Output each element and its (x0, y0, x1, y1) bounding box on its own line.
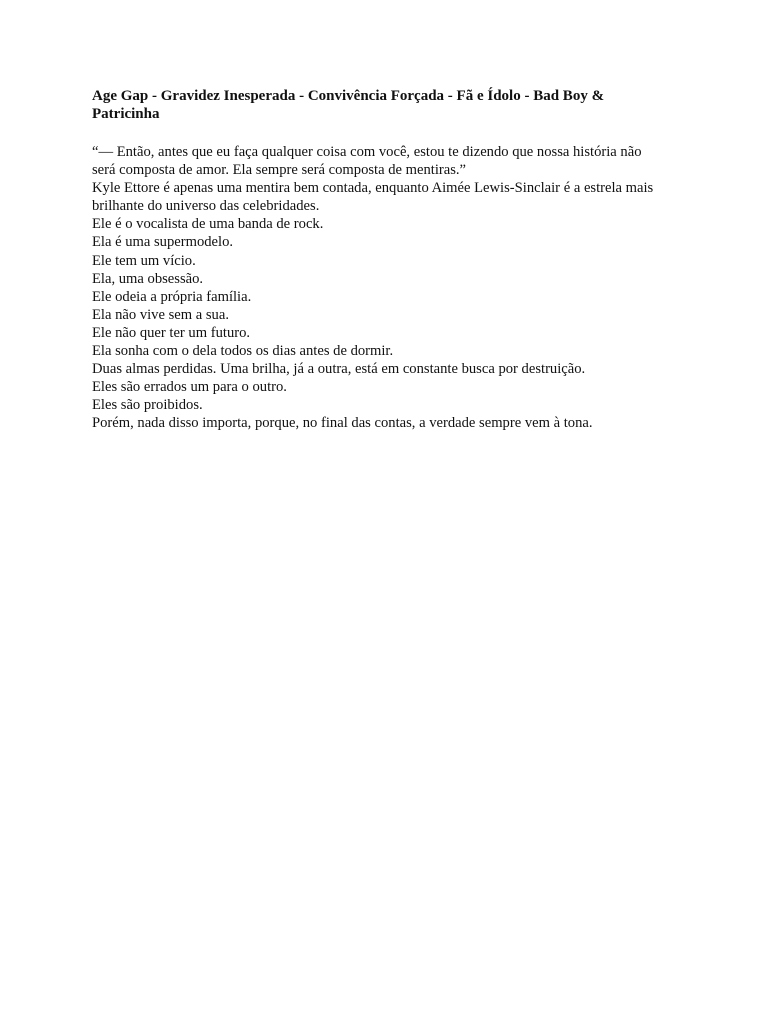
paragraph-line: Duas almas perdidas. Uma brilha, já a outra, está em constante busca por destruição. (92, 361, 586, 378)
document-title: Age Gap - Gravidez Inesperada - Convivência Forçada - Fã e Ídolo - Bad Boy & Patricinha (92, 88, 605, 122)
document-content (92, 87, 668, 433)
paragraph-line: Ela sonha com o dela todos os dias antes de dormir. (92, 343, 394, 360)
paragraph-line: Ele é o vocalista de uma banda de rock. (92, 216, 324, 233)
paragraph-line: Ela não vive sem a sua. (92, 306, 229, 323)
paragraph-line: Eles são errados um para o outro. (92, 379, 287, 396)
paragraph-line: Ele odeia a própria família. (92, 288, 252, 305)
document-body (92, 143, 668, 433)
paragraph-line: Ele não quer ter um futuro. (92, 324, 251, 341)
paragraph-line: Ele tem um vício. (92, 252, 196, 269)
paragraph-line: Eles são proibidos. (92, 397, 203, 414)
paragraph-line: Ela é uma supermodelo. (92, 234, 234, 251)
paragraph-quote: “— Então, antes que eu faça qualquer coisa com você, estou te dizendo que nossa história não será composta de amor. Ela sempre será composta de mentiras.” (92, 144, 642, 179)
paragraph-line: Porém, nada disso importa, porque, no final das contas, a verdade sempre vem à tona. (92, 415, 593, 432)
paragraph-line: Ela, uma obsessão. (92, 270, 204, 287)
paragraph-intro: Kyle Ettore é apenas uma mentira bem contada, enquanto Aimée Lewis-Sinclair é a estrela mais brilhante do universo das celebridades. (92, 180, 654, 215)
